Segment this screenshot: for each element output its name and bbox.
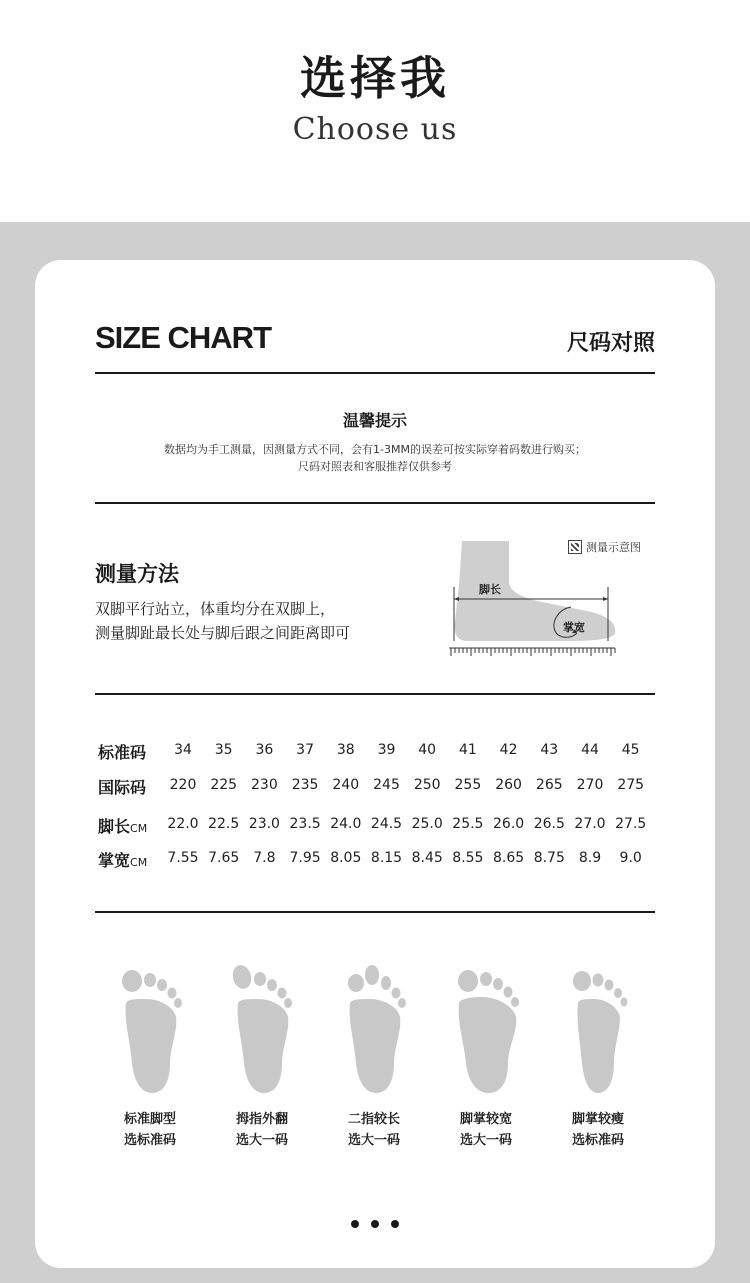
- table-cell: 39: [377, 742, 396, 758]
- table-cell: 8.05: [330, 850, 362, 866]
- table-row: [95, 740, 655, 770]
- pagination-dot[interactable]: [351, 1220, 359, 1228]
- foot-icon: [344, 963, 408, 1097]
- table-cell: 8.9: [578, 850, 602, 866]
- row-label: 标准码: [98, 743, 147, 762]
- row-label: 脚长CM: [98, 817, 148, 836]
- table-cell: 255: [454, 777, 482, 793]
- table-cell: 27.0: [574, 816, 606, 832]
- foot-icon: [120, 963, 184, 1097]
- foot-type-second-toe: [319, 955, 429, 1155]
- pagination-dot[interactable]: [371, 1220, 379, 1228]
- foot-type-line1: 脚掌较宽: [459, 1112, 512, 1127]
- table-cell: 245: [373, 777, 400, 793]
- tip-line-1: 数据均为手工测量，因测量方式不同，会有1-3MM的误差可按实际穿着码数进行购买；: [164, 443, 586, 456]
- foot-icon: [232, 963, 296, 1097]
- table-cell: 7.65: [208, 850, 240, 866]
- pagination-dot[interactable]: [391, 1220, 399, 1228]
- table-cell: 9.0: [619, 850, 642, 866]
- foot-type-line1: 脚掌较瘦: [571, 1112, 624, 1127]
- table-cell: 25.0: [411, 816, 443, 832]
- header-section: [0, 0, 750, 222]
- table-cell: 7.55: [167, 850, 199, 866]
- foot-length-label: 脚长: [479, 583, 501, 596]
- table-cell: 37: [296, 742, 314, 758]
- foot-type-line2: 选大一码: [235, 1133, 288, 1148]
- table-cell: 43: [540, 742, 559, 758]
- table-cell: 26.5: [533, 816, 565, 832]
- table-cell: 22.0: [167, 816, 199, 832]
- table-cell: 8.15: [370, 850, 403, 866]
- size-chart-card: [35, 260, 715, 1268]
- table-cell: 7.8: [253, 850, 276, 866]
- row-unit: CM: [130, 822, 148, 835]
- foot-types: [95, 955, 655, 1165]
- table-cell: 41: [458, 742, 477, 758]
- diagram-note-label: 测量示意图: [586, 541, 641, 554]
- foot-type-line2: 选标准码: [123, 1133, 176, 1148]
- foot-type-narrow: [543, 955, 653, 1155]
- table-cell: 275: [617, 777, 645, 793]
- table-cell: 7.95: [289, 850, 321, 866]
- table-cell: 8.45: [411, 850, 443, 866]
- table-row: [95, 775, 655, 805]
- table-cell: 42: [499, 742, 518, 758]
- foot-type-standard: [95, 955, 205, 1155]
- foot-icon: [568, 963, 632, 1097]
- foot-type-line1: 拇指外翻: [235, 1112, 288, 1127]
- table-cell: 8.75: [533, 850, 565, 866]
- foot-type-line1: 标准脚型: [123, 1112, 176, 1127]
- foot-icon: [456, 963, 520, 1097]
- divider: [95, 502, 655, 504]
- table-cell: 225: [210, 777, 238, 793]
- table-cell: 265: [535, 777, 563, 793]
- table-cell: 27.5: [615, 816, 647, 832]
- measure-line-2: 测量脚趾最长处与脚后跟之间距离即可: [95, 624, 351, 642]
- table-cell: 260: [495, 777, 522, 793]
- foot-type-line1: 二指较长: [347, 1112, 400, 1127]
- foot-type-wide: [431, 955, 541, 1155]
- tip-title: 温馨提示: [342, 411, 407, 430]
- table-cell: 220: [169, 777, 197, 793]
- table-row: [95, 848, 655, 878]
- page-title: 选择我: [300, 51, 450, 105]
- table-cell: 24.5: [370, 816, 403, 832]
- table-cell: 230: [251, 777, 278, 793]
- table-cell: 22.5: [208, 816, 240, 832]
- table-cell: 25.5: [452, 816, 484, 832]
- measure-line-1: 双脚平行站立，体重均分在双脚上，: [95, 600, 336, 618]
- table-cell: 270: [576, 777, 604, 793]
- page-subtitle: Choose us: [292, 112, 458, 147]
- foot-width-label: 掌宽: [563, 621, 585, 634]
- table-cell: 34: [174, 742, 192, 758]
- row-unit: CM: [130, 856, 148, 869]
- foot-type-line2: 选标准码: [571, 1133, 624, 1148]
- table-cell: 44: [581, 742, 599, 758]
- table-row: [95, 814, 655, 844]
- table-cell: 235: [291, 777, 319, 793]
- row-label: 掌宽CM: [98, 851, 148, 870]
- size-chart-title: SIZE CHART: [95, 320, 271, 355]
- table-cell: 38: [336, 742, 355, 758]
- foot-type-line2: 选大一码: [459, 1133, 512, 1148]
- tip-line-2: 尺码对照表和客服推荐仅供参考: [298, 460, 452, 473]
- foot-type-line2: 选大一码: [347, 1133, 400, 1148]
- table-cell: 26.0: [493, 816, 525, 832]
- table-cell: 36: [255, 742, 274, 758]
- divider: [95, 693, 655, 695]
- foot-measure-diagram: [447, 535, 647, 657]
- table-cell: 23.5: [289, 816, 321, 832]
- table-cell: 40: [418, 742, 437, 758]
- table-cell: 8.65: [493, 850, 525, 866]
- table-cell: 250: [413, 777, 441, 793]
- table-cell: 8.55: [452, 850, 484, 866]
- measure-title: 测量方法: [95, 562, 179, 586]
- table-cell: 240: [332, 777, 360, 793]
- table-cell: 45: [621, 742, 640, 758]
- table-cell: 23.0: [248, 816, 280, 832]
- table-cell: 24.0: [330, 816, 362, 832]
- table-cell: 35: [214, 742, 233, 758]
- divider: [95, 911, 655, 913]
- size-chart-title-cn: 尺码对照: [566, 331, 655, 356]
- foot-type-bunion: [207, 955, 317, 1155]
- pagination-dots: [35, 1220, 715, 1236]
- row-label: 国际码: [98, 778, 147, 797]
- divider: [95, 372, 655, 374]
